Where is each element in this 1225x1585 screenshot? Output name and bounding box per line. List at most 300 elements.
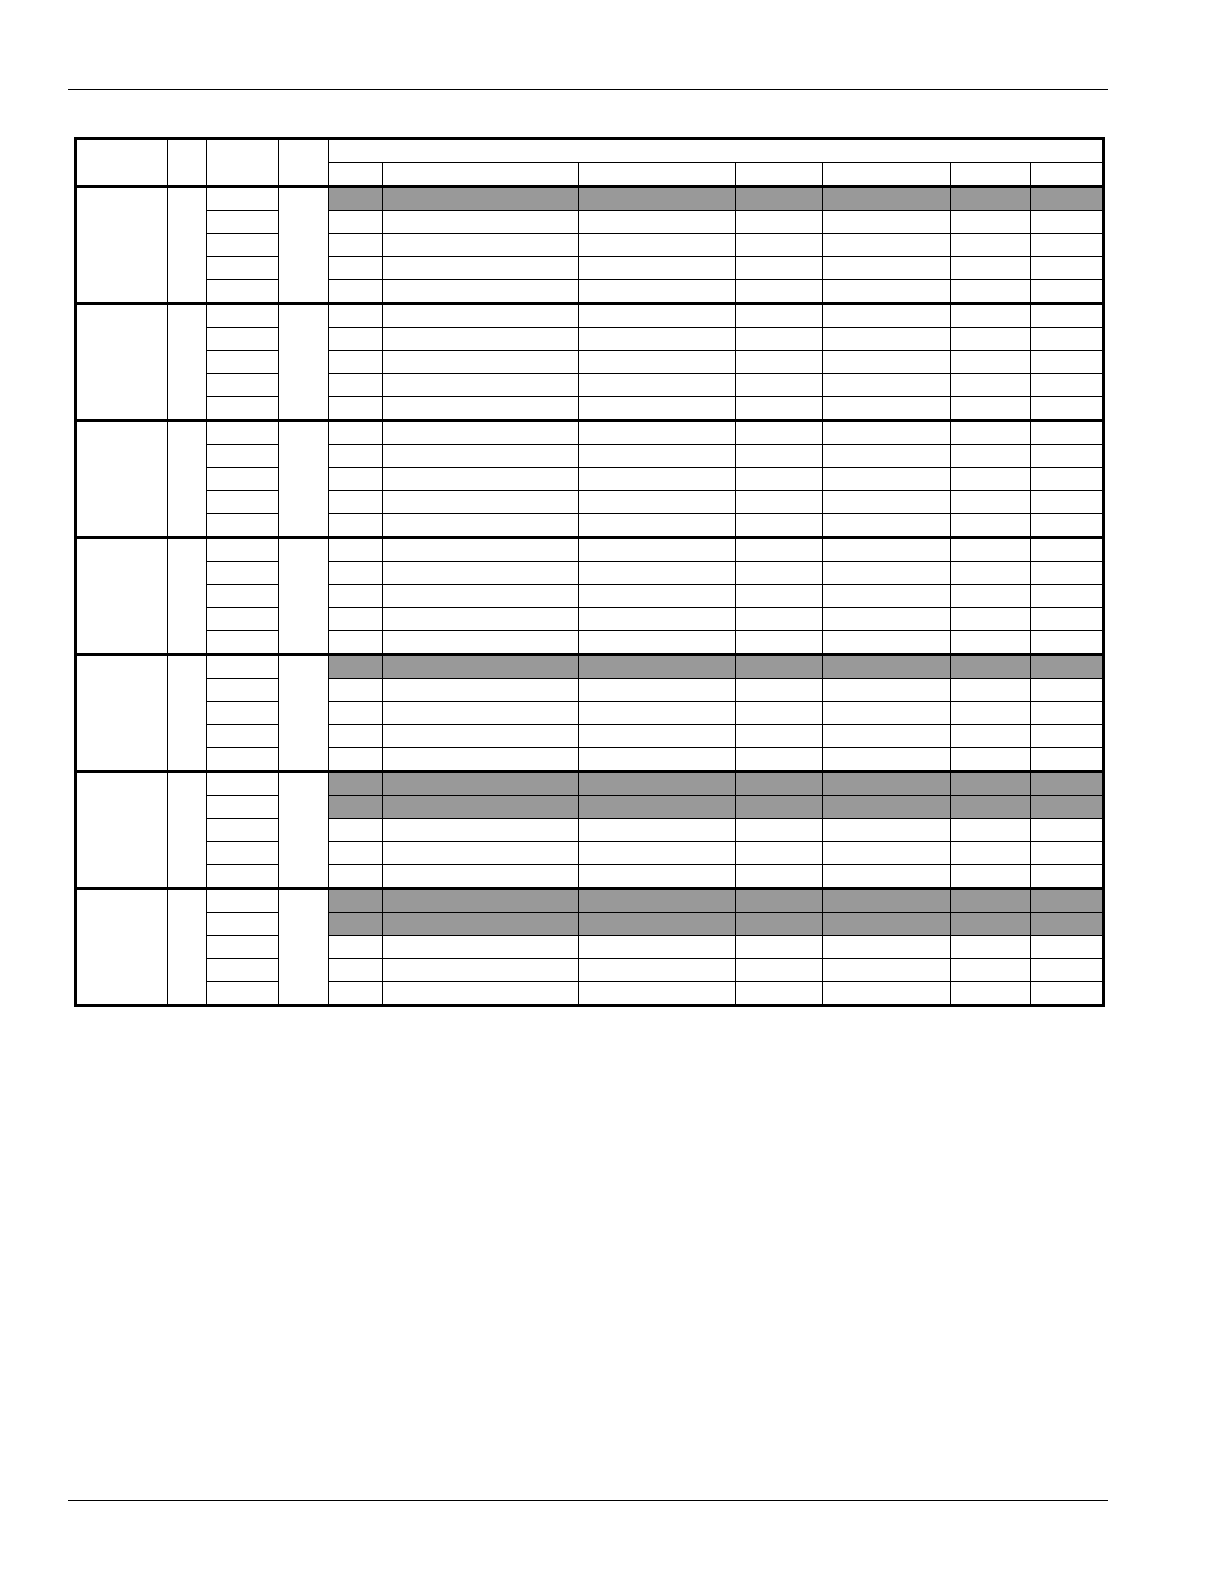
data-cell bbox=[329, 351, 383, 374]
data-cell bbox=[329, 445, 383, 468]
data-cell bbox=[823, 679, 951, 702]
data-cell bbox=[951, 585, 1031, 608]
item-cell bbox=[207, 819, 279, 842]
group-label-cell bbox=[76, 655, 168, 772]
blank-form-table bbox=[74, 137, 1105, 1007]
data-cell bbox=[579, 328, 736, 351]
item-cell bbox=[207, 772, 279, 796]
table-row bbox=[76, 234, 1104, 257]
data-cell bbox=[383, 234, 579, 257]
data-cell bbox=[579, 819, 736, 842]
data-cell bbox=[579, 562, 736, 585]
data-cell bbox=[951, 304, 1031, 328]
data-cell bbox=[951, 468, 1031, 491]
data-cell bbox=[383, 351, 579, 374]
item-cell bbox=[207, 351, 279, 374]
data-cell bbox=[579, 631, 736, 655]
data-cell bbox=[329, 257, 383, 280]
data-cell bbox=[736, 796, 823, 819]
data-cell bbox=[329, 562, 383, 585]
table-row bbox=[76, 819, 1104, 842]
data-cell bbox=[579, 304, 736, 328]
data-cell bbox=[736, 211, 823, 234]
table-row bbox=[76, 655, 1104, 679]
data-cell bbox=[579, 889, 736, 913]
table-row bbox=[76, 445, 1104, 468]
data-cell bbox=[951, 514, 1031, 538]
data-cell bbox=[736, 351, 823, 374]
data-cell bbox=[736, 397, 823, 421]
data-cell bbox=[951, 655, 1031, 679]
data-cell bbox=[736, 374, 823, 397]
data-cell bbox=[579, 421, 736, 445]
data-cell bbox=[1031, 702, 1104, 725]
item-cell bbox=[207, 514, 279, 538]
data-cell bbox=[736, 234, 823, 257]
footer-rule bbox=[68, 1500, 1108, 1501]
data-cell bbox=[329, 468, 383, 491]
data-cell bbox=[329, 631, 383, 655]
header-cell-col-1 bbox=[76, 139, 168, 187]
item-cell bbox=[207, 889, 279, 913]
group-label-cell bbox=[76, 538, 168, 655]
group-code-cell bbox=[168, 304, 207, 421]
item-cell bbox=[207, 655, 279, 679]
data-cell bbox=[579, 280, 736, 304]
data-cell bbox=[579, 725, 736, 748]
data-cell bbox=[329, 608, 383, 631]
data-cell bbox=[823, 655, 951, 679]
data-cell bbox=[329, 796, 383, 819]
data-cell bbox=[736, 280, 823, 304]
data-cell bbox=[823, 865, 951, 889]
group-code-cell bbox=[168, 187, 207, 304]
data-cell bbox=[951, 257, 1031, 280]
data-cell bbox=[1031, 936, 1104, 959]
group-label-cell bbox=[76, 772, 168, 889]
data-cell bbox=[1031, 211, 1104, 234]
item-cell bbox=[207, 702, 279, 725]
data-cell bbox=[329, 538, 383, 562]
data-cell bbox=[383, 819, 579, 842]
data-cell bbox=[579, 913, 736, 936]
data-cell bbox=[383, 982, 579, 1006]
data-cell bbox=[823, 959, 951, 982]
data-cell bbox=[383, 514, 579, 538]
data-cell bbox=[329, 748, 383, 772]
data-cell bbox=[383, 304, 579, 328]
data-cell bbox=[329, 328, 383, 351]
table-row bbox=[76, 351, 1104, 374]
data-cell bbox=[736, 679, 823, 702]
data-cell bbox=[329, 725, 383, 748]
data-cell bbox=[823, 468, 951, 491]
data-cell bbox=[736, 772, 823, 796]
data-cell bbox=[1031, 187, 1104, 211]
data-cell bbox=[329, 514, 383, 538]
data-cell bbox=[736, 468, 823, 491]
data-cell bbox=[951, 702, 1031, 725]
group-note-cell bbox=[279, 304, 329, 421]
table-row bbox=[76, 865, 1104, 889]
data-cell bbox=[736, 608, 823, 631]
data-cell bbox=[951, 538, 1031, 562]
data-cell bbox=[1031, 374, 1104, 397]
data-cell bbox=[1031, 631, 1104, 655]
data-cell bbox=[329, 187, 383, 211]
data-cell bbox=[1031, 304, 1104, 328]
data-cell bbox=[951, 445, 1031, 468]
header-subcell-6 bbox=[951, 163, 1031, 187]
data-cell bbox=[951, 280, 1031, 304]
data-cell bbox=[823, 842, 951, 865]
data-cell bbox=[329, 702, 383, 725]
group-note-cell bbox=[279, 772, 329, 889]
group-code-cell bbox=[168, 421, 207, 538]
data-cell bbox=[579, 865, 736, 889]
data-cell bbox=[383, 679, 579, 702]
data-cell bbox=[383, 585, 579, 608]
data-cell bbox=[1031, 725, 1104, 748]
data-cell bbox=[951, 562, 1031, 585]
data-cell bbox=[579, 608, 736, 631]
data-cell bbox=[383, 936, 579, 959]
table-row bbox=[76, 421, 1104, 445]
group-code-cell bbox=[168, 772, 207, 889]
data-cell bbox=[736, 585, 823, 608]
data-cell bbox=[823, 280, 951, 304]
data-cell bbox=[579, 796, 736, 819]
data-cell bbox=[1031, 351, 1104, 374]
data-cell bbox=[329, 959, 383, 982]
data-cell bbox=[383, 889, 579, 913]
table-row bbox=[76, 514, 1104, 538]
data-cell bbox=[736, 889, 823, 913]
data-cell bbox=[329, 655, 383, 679]
data-cell bbox=[579, 842, 736, 865]
data-cell bbox=[579, 702, 736, 725]
header-cell-col-4 bbox=[279, 139, 329, 187]
data-cell bbox=[951, 421, 1031, 445]
data-cell bbox=[1031, 328, 1104, 351]
data-cell bbox=[736, 491, 823, 514]
data-cell bbox=[951, 608, 1031, 631]
item-cell bbox=[207, 865, 279, 889]
data-cell bbox=[951, 187, 1031, 211]
table-row bbox=[76, 982, 1104, 1006]
header-row-1 bbox=[76, 139, 1104, 163]
item-cell bbox=[207, 748, 279, 772]
data-cell bbox=[823, 491, 951, 514]
data-cell bbox=[383, 211, 579, 234]
data-cell bbox=[951, 959, 1031, 982]
data-cell bbox=[579, 351, 736, 374]
data-cell bbox=[383, 491, 579, 514]
data-cell bbox=[1031, 655, 1104, 679]
table-row bbox=[76, 936, 1104, 959]
data-cell bbox=[383, 608, 579, 631]
data-cell bbox=[951, 328, 1031, 351]
group-code-cell bbox=[168, 889, 207, 1006]
data-cell bbox=[736, 514, 823, 538]
data-cell bbox=[579, 211, 736, 234]
table-row bbox=[76, 328, 1104, 351]
data-cell bbox=[383, 374, 579, 397]
table-row bbox=[76, 679, 1104, 702]
data-cell bbox=[329, 913, 383, 936]
data-cell bbox=[823, 772, 951, 796]
table-row bbox=[76, 959, 1104, 982]
data-cell bbox=[736, 842, 823, 865]
header-subcell-5 bbox=[823, 163, 951, 187]
header-subcell-3 bbox=[579, 163, 736, 187]
group-note-cell bbox=[279, 421, 329, 538]
item-cell bbox=[207, 725, 279, 748]
data-cell bbox=[736, 865, 823, 889]
data-cell bbox=[579, 514, 736, 538]
data-cell bbox=[823, 538, 951, 562]
data-cell bbox=[1031, 280, 1104, 304]
data-cell bbox=[823, 445, 951, 468]
data-cell bbox=[329, 491, 383, 514]
item-cell bbox=[207, 421, 279, 445]
data-cell bbox=[383, 468, 579, 491]
data-cell bbox=[823, 631, 951, 655]
data-cell bbox=[329, 585, 383, 608]
data-cell bbox=[736, 304, 823, 328]
data-cell bbox=[579, 655, 736, 679]
header-cell-col-2 bbox=[168, 139, 207, 187]
data-cell bbox=[329, 936, 383, 959]
data-cell bbox=[951, 913, 1031, 936]
table-row bbox=[76, 280, 1104, 304]
header-subcell-1 bbox=[329, 163, 383, 187]
table-body bbox=[76, 139, 1104, 1006]
data-cell bbox=[1031, 913, 1104, 936]
item-cell bbox=[207, 608, 279, 631]
data-cell bbox=[1031, 468, 1104, 491]
data-cell bbox=[1031, 748, 1104, 772]
data-cell bbox=[823, 889, 951, 913]
item-cell bbox=[207, 468, 279, 491]
data-cell bbox=[951, 631, 1031, 655]
data-cell bbox=[329, 234, 383, 257]
header-subcell-2 bbox=[383, 163, 579, 187]
group-note-cell bbox=[279, 889, 329, 1006]
data-cell bbox=[329, 889, 383, 913]
data-cell bbox=[383, 842, 579, 865]
table-row bbox=[76, 257, 1104, 280]
data-cell bbox=[579, 538, 736, 562]
data-cell bbox=[1031, 796, 1104, 819]
data-cell bbox=[579, 187, 736, 211]
header-subcell-4 bbox=[736, 163, 823, 187]
data-cell bbox=[329, 421, 383, 445]
item-cell bbox=[207, 257, 279, 280]
data-cell bbox=[823, 608, 951, 631]
data-cell bbox=[1031, 819, 1104, 842]
item-cell bbox=[207, 280, 279, 304]
data-cell bbox=[579, 982, 736, 1006]
data-cell bbox=[736, 748, 823, 772]
data-cell bbox=[736, 538, 823, 562]
data-cell bbox=[951, 491, 1031, 514]
item-cell bbox=[207, 679, 279, 702]
item-cell bbox=[207, 842, 279, 865]
data-cell bbox=[951, 725, 1031, 748]
data-cell bbox=[383, 772, 579, 796]
data-cell bbox=[823, 562, 951, 585]
table-row bbox=[76, 211, 1104, 234]
data-cell bbox=[1031, 514, 1104, 538]
data-cell bbox=[1031, 234, 1104, 257]
data-cell bbox=[579, 234, 736, 257]
data-cell bbox=[823, 702, 951, 725]
data-cell bbox=[579, 748, 736, 772]
data-cell bbox=[823, 304, 951, 328]
data-cell bbox=[1031, 397, 1104, 421]
item-cell bbox=[207, 328, 279, 351]
group-note-cell bbox=[279, 538, 329, 655]
table-row bbox=[76, 538, 1104, 562]
data-cell bbox=[579, 491, 736, 514]
data-cell bbox=[823, 748, 951, 772]
item-cell bbox=[207, 959, 279, 982]
data-cell bbox=[736, 725, 823, 748]
data-cell bbox=[736, 187, 823, 211]
data-cell bbox=[383, 187, 579, 211]
data-cell bbox=[951, 842, 1031, 865]
data-cell bbox=[1031, 959, 1104, 982]
data-cell bbox=[823, 374, 951, 397]
data-cell bbox=[736, 562, 823, 585]
data-cell bbox=[383, 725, 579, 748]
table-row bbox=[76, 491, 1104, 514]
data-cell bbox=[951, 234, 1031, 257]
data-cell bbox=[579, 468, 736, 491]
item-cell bbox=[207, 562, 279, 585]
data-cell bbox=[579, 959, 736, 982]
data-cell bbox=[736, 913, 823, 936]
data-cell bbox=[736, 819, 823, 842]
item-cell bbox=[207, 445, 279, 468]
data-cell bbox=[1031, 889, 1104, 913]
data-cell bbox=[951, 865, 1031, 889]
data-cell bbox=[951, 351, 1031, 374]
data-cell bbox=[579, 585, 736, 608]
table-row bbox=[76, 772, 1104, 796]
data-cell bbox=[1031, 562, 1104, 585]
data-cell bbox=[329, 280, 383, 304]
data-cell bbox=[823, 913, 951, 936]
data-cell bbox=[823, 585, 951, 608]
data-cell bbox=[1031, 865, 1104, 889]
group-note-cell bbox=[279, 655, 329, 772]
item-cell bbox=[207, 187, 279, 211]
data-cell bbox=[736, 257, 823, 280]
data-cell bbox=[823, 725, 951, 748]
data-cell bbox=[383, 796, 579, 819]
data-cell bbox=[1031, 585, 1104, 608]
header-cell-group-span bbox=[329, 139, 1104, 163]
data-cell bbox=[1031, 538, 1104, 562]
table-row bbox=[76, 913, 1104, 936]
data-cell bbox=[579, 374, 736, 397]
item-cell bbox=[207, 796, 279, 819]
table-row bbox=[76, 608, 1104, 631]
data-cell bbox=[383, 748, 579, 772]
item-cell bbox=[207, 234, 279, 257]
data-cell bbox=[329, 982, 383, 1006]
item-cell bbox=[207, 538, 279, 562]
table-row bbox=[76, 374, 1104, 397]
data-cell bbox=[1031, 421, 1104, 445]
group-label-cell bbox=[76, 187, 168, 304]
data-cell bbox=[329, 374, 383, 397]
data-cell bbox=[736, 328, 823, 351]
data-cell bbox=[823, 936, 951, 959]
data-cell bbox=[579, 257, 736, 280]
item-cell bbox=[207, 913, 279, 936]
group-label-cell bbox=[76, 421, 168, 538]
data-cell bbox=[823, 187, 951, 211]
data-cell bbox=[579, 679, 736, 702]
data-cell bbox=[736, 959, 823, 982]
data-cell bbox=[383, 445, 579, 468]
table-row bbox=[76, 585, 1104, 608]
data-cell bbox=[823, 328, 951, 351]
data-cell bbox=[823, 982, 951, 1006]
data-cell bbox=[329, 819, 383, 842]
data-cell bbox=[1031, 608, 1104, 631]
data-cell bbox=[383, 257, 579, 280]
data-cell bbox=[951, 211, 1031, 234]
table-row bbox=[76, 187, 1104, 211]
data-cell bbox=[736, 982, 823, 1006]
table-row bbox=[76, 397, 1104, 421]
data-cell bbox=[383, 538, 579, 562]
data-cell bbox=[329, 842, 383, 865]
data-cell bbox=[383, 631, 579, 655]
data-cell bbox=[579, 936, 736, 959]
data-cell bbox=[951, 374, 1031, 397]
data-cell bbox=[951, 679, 1031, 702]
data-cell bbox=[329, 397, 383, 421]
form-table-container bbox=[74, 137, 1105, 1007]
data-cell bbox=[736, 421, 823, 445]
data-cell bbox=[1031, 257, 1104, 280]
data-cell bbox=[823, 796, 951, 819]
data-cell bbox=[823, 397, 951, 421]
header-rule bbox=[68, 89, 1108, 90]
item-cell bbox=[207, 936, 279, 959]
data-cell bbox=[329, 772, 383, 796]
data-cell bbox=[383, 865, 579, 889]
group-label-cell bbox=[76, 304, 168, 421]
group-code-cell bbox=[168, 655, 207, 772]
data-cell bbox=[951, 889, 1031, 913]
data-cell bbox=[383, 280, 579, 304]
item-cell bbox=[207, 211, 279, 234]
data-cell bbox=[329, 679, 383, 702]
data-cell bbox=[329, 211, 383, 234]
data-cell bbox=[329, 304, 383, 328]
data-cell bbox=[383, 328, 579, 351]
data-cell bbox=[383, 562, 579, 585]
data-cell bbox=[823, 234, 951, 257]
data-cell bbox=[823, 211, 951, 234]
group-note-cell bbox=[279, 187, 329, 304]
